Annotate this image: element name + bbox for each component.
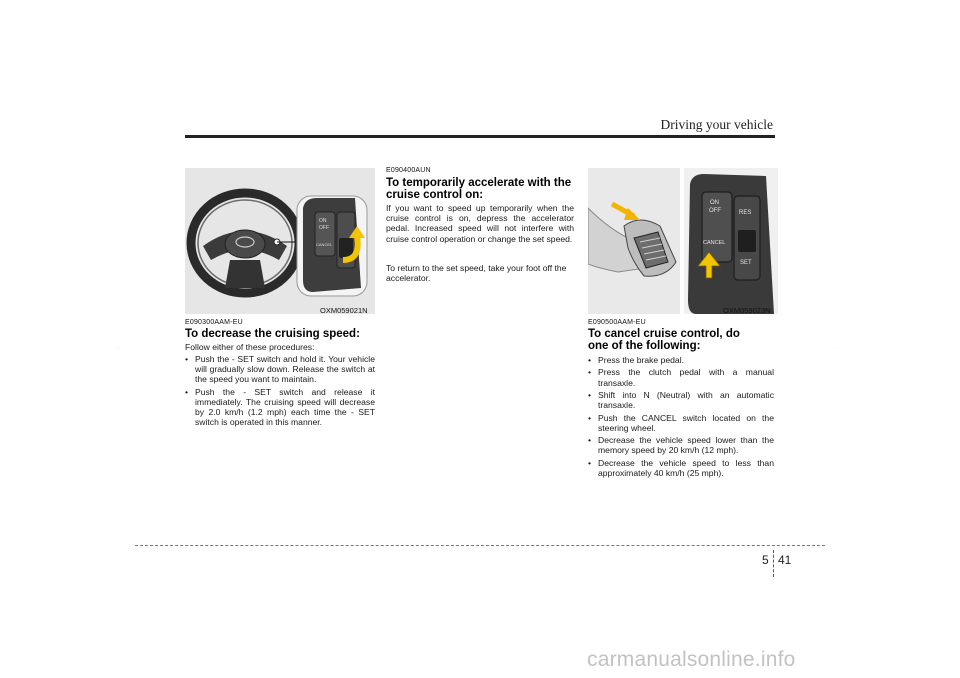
svg-text:CANCEL: CANCEL xyxy=(316,242,333,247)
watermark: carmanualsonline.info xyxy=(587,648,796,671)
section-code: E090500AAM-EU xyxy=(588,319,646,326)
decrease-steps-list xyxy=(185,354,375,430)
cancel-label: CANCEL xyxy=(703,240,726,246)
accelerate-paragraph: If you want to speed up temporarily when the cruise control is on, depress the accelerator pedal. Increased speed will not interfere with cruise control operation or change the set speed. xyxy=(386,203,574,244)
list-item: • Push the CANCEL switch located on the steering wheel. xyxy=(588,413,774,433)
steering-wheel-illustration xyxy=(185,168,375,314)
on-label: ON xyxy=(710,200,719,206)
crop-mark: . xyxy=(118,345,120,350)
intro-text: Follow either of these procedures: xyxy=(185,342,315,352)
list-item: • Push the - SET switch and release it immediately. The cruising speed will decrease by 2.0 km/h (1.2 mph) each time the - SET switch is operated in this manner. xyxy=(185,387,375,428)
section-code: E090400AUN xyxy=(386,167,431,174)
section-title: Driving your vehicle xyxy=(660,117,773,132)
footer-rule xyxy=(135,545,825,546)
set-label: SET xyxy=(740,260,752,266)
cancel-switch-figure xyxy=(588,168,778,314)
figure-code: OXM059023N xyxy=(723,306,771,315)
header-rule xyxy=(185,135,775,138)
svg-text:ON: ON xyxy=(319,218,327,224)
heading-temporarily-accelerate: To temporarily accelerate with the cruise control on: xyxy=(386,177,572,201)
svg-text:OFF: OFF xyxy=(319,225,329,231)
cancel-methods-list xyxy=(588,355,774,480)
section-code: E090300AAM-EU xyxy=(185,319,243,326)
pedal-and-switch-illustration xyxy=(588,168,778,314)
list-item: • Press the clutch pedal with a manual transaxle. xyxy=(588,367,774,387)
page-number: 41 xyxy=(778,553,792,567)
crop-mark: . xyxy=(834,345,836,350)
list-item: • Push the - SET switch and hold it. Your vehicle will gradually slow down. Release the switch at the speed you want to maintain. xyxy=(185,354,375,385)
steering-wheel-set-figure xyxy=(185,168,375,314)
list-item: • Decrease the vehicle speed to less than approximately 40 km/h (25 mph). xyxy=(588,458,774,478)
list-item: • Shift into N (Neutral) with an automatic transaxle. xyxy=(588,390,774,410)
heading-cancel-cruise: To cancel cruise control, do one of the following: xyxy=(588,328,740,352)
page-number-divider xyxy=(773,550,774,577)
res-label: RES xyxy=(739,210,752,216)
section-number: 5 xyxy=(762,553,769,567)
list-item: • Decrease the vehicle speed lower than the memory speed by 20 km/h (12 mph). xyxy=(588,435,774,455)
heading-decrease-speed: To decrease the cruising speed: xyxy=(185,328,360,340)
off-label: OFF xyxy=(709,208,721,214)
list-item: • Press the brake pedal. xyxy=(588,355,774,365)
return-speed-paragraph: To return to the set speed, take your foot off the accelerator. xyxy=(386,263,567,284)
figure-code: OXM059021N xyxy=(320,306,368,315)
